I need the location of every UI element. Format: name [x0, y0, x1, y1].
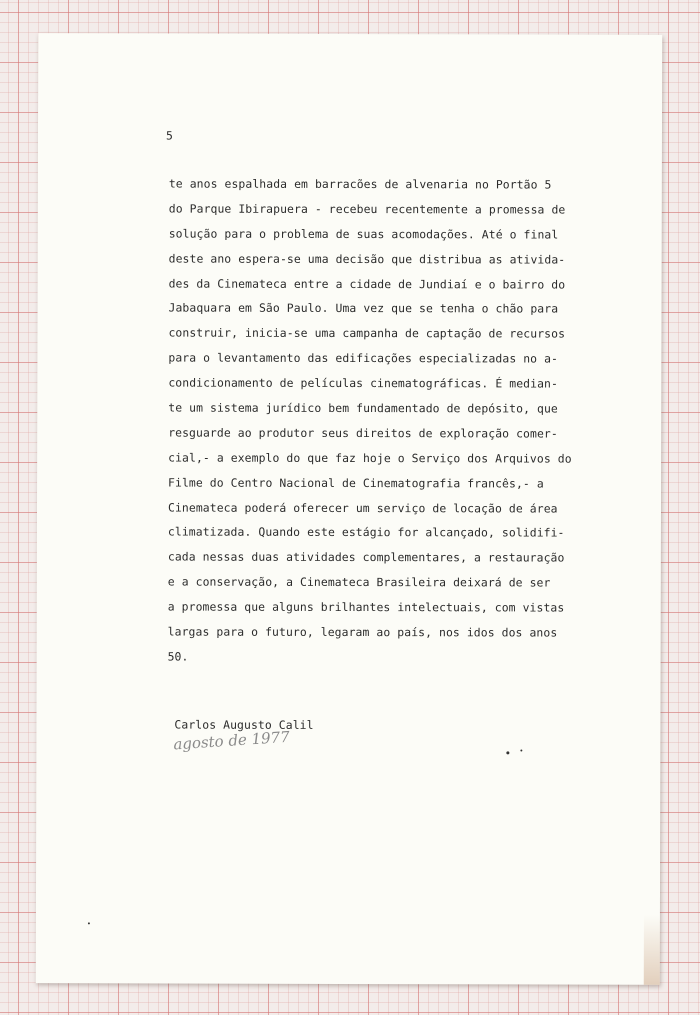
text-line: para o levantamento das edificações especializadas no a-: [168, 350, 559, 366]
text-line: cada nessas duas atividades complementares, a restauração: [167, 549, 565, 565]
text-line: cial,- a exemplo do que faz hoje o Serviço dos Arquivos do: [168, 450, 572, 466]
text-line: Jabaquara em São Paulo. Uma vez que se tenha o chão para: [168, 300, 559, 316]
text-line: do Parque Ibirapuera - recebeu recentemente a promessa de: [168, 201, 566, 217]
author-name: Carlos Augusto Calil: [174, 717, 314, 732]
page-number: 5: [165, 128, 173, 143]
text-line: Cinemateca poderá oferecer um serviço de locação de área: [167, 500, 558, 516]
text-line: solução para o problema de suas acomodações. Até o final: [168, 226, 559, 242]
text-line: 50.: [167, 649, 189, 664]
ink-speck: [506, 751, 509, 754]
ink-speck: [520, 749, 522, 751]
paper-stain: [644, 915, 660, 985]
body-text: [168, 172, 639, 671]
text-line: a promessa que alguns brilhantes intelectuais, com vistas: [167, 599, 565, 615]
text-line: construir, inicia-se uma campanha de captação de recursos: [168, 325, 566, 341]
document-page: [36, 33, 662, 985]
handwritten-date: agosto de 1977: [172, 727, 291, 754]
text-line: deste ano espera-se uma decisão que distribua as ativida-: [168, 251, 566, 267]
ink-speck: [88, 922, 90, 924]
text-line: des da Cinemateca entre a cidade de Jundiaí e o bairro do: [168, 276, 566, 292]
text-line: te um sistema jurídico bem fundamentado de depósito, que: [168, 400, 558, 416]
text-line: e a conservação, a Cinemateca Brasileira deixará de ser: [167, 574, 551, 590]
text-line: resguarde ao produtor seus direitos de exploração comer-: [168, 425, 558, 441]
text-line: Filme do Centro Nacional de Cinematografia francês,- a: [168, 475, 544, 491]
text-line: te anos espalhada em barracões de alvenaria no Portão 5: [168, 176, 552, 192]
text-line: climatizada. Quando este estágio for alcançado, solidifi-: [167, 524, 565, 541]
text-line: condicionamento de películas cinematográficas. É median-: [168, 375, 558, 391]
text-line: largas para o futuro, legaram ao país, nos idos dos anos: [167, 624, 558, 640]
